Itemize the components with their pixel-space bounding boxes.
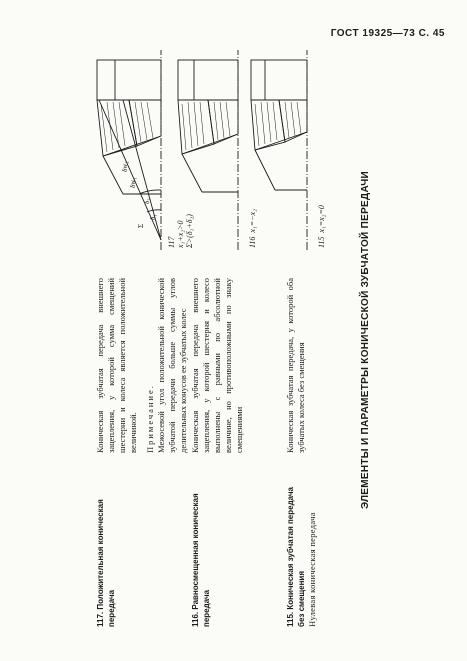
rotated-content — [15, 45, 415, 635]
definition-115: Коническая зубчатая передача, у которой оба зубчатых колеса без смещения — [285, 278, 306, 453]
figure-115-label: 115 — [317, 236, 326, 248]
term-115-alt: Нулевая коническая передача — [307, 512, 317, 627]
term-117 — [95, 487, 117, 627]
bevel-gear-drawing-117 — [89, 50, 169, 250]
page-header: ГОСТ 19325—73 С. 45 — [330, 28, 445, 39]
symbol-deltaw1: δw₁ — [129, 177, 137, 188]
symbol-sigma: Σ — [137, 223, 145, 228]
figure-117 — [89, 50, 194, 250]
definition-116: Коническая зубчатая передача внешнего зацепления, у которой шестерня и колесо выполнены с равными по абсолютной величине, но противоположными по знаку смещениями — [190, 278, 244, 453]
figure-116-formula: x₁=−x₂ — [248, 209, 257, 233]
symbol-delta2: δ₂ — [143, 198, 151, 204]
note-heading: Примечание. — [145, 384, 155, 453]
term-116 — [190, 487, 212, 627]
figure-116-label: 116 — [248, 236, 257, 248]
figure-117-formula-1: x₁+x₂>0 — [176, 220, 185, 248]
term-115 — [285, 487, 318, 627]
symbol-deltaw2: δw₂ — [121, 161, 129, 172]
definition-117-text: Коническая зубчатая передача внешнего зацепления, у которой сумма смещений шестерни и колеса является положительной величиной. — [95, 278, 138, 453]
term-117-name: 117. Положительная коническая передача — [96, 499, 116, 627]
figure-115-formula: x₁=x₂=0 — [317, 205, 326, 233]
section-title: ЭЛЕМЕНТЫ И ПАРАМЕТРЫ КОНИЧЕСКОЙ ЗУБЧАТОЙ ПЕРЕДАЧИ — [360, 170, 371, 510]
definition-117 — [95, 278, 189, 453]
term-116-name: 116. Равносмещенная коническая передача — [191, 493, 211, 627]
note-text: Межосевой угол положительной конической зубчатой передачи больше суммы углов делительных конусов ее зубчатых колес — [156, 278, 188, 453]
figure-117-formula-2: Σ>(δ₁+δ₂) — [185, 214, 194, 248]
symbol-delta1: δ₁ — [149, 214, 157, 220]
term-115-name: 115. Коническая зубчатая передача без смещения — [286, 486, 306, 627]
figure-117-label: 117 — [167, 236, 176, 248]
